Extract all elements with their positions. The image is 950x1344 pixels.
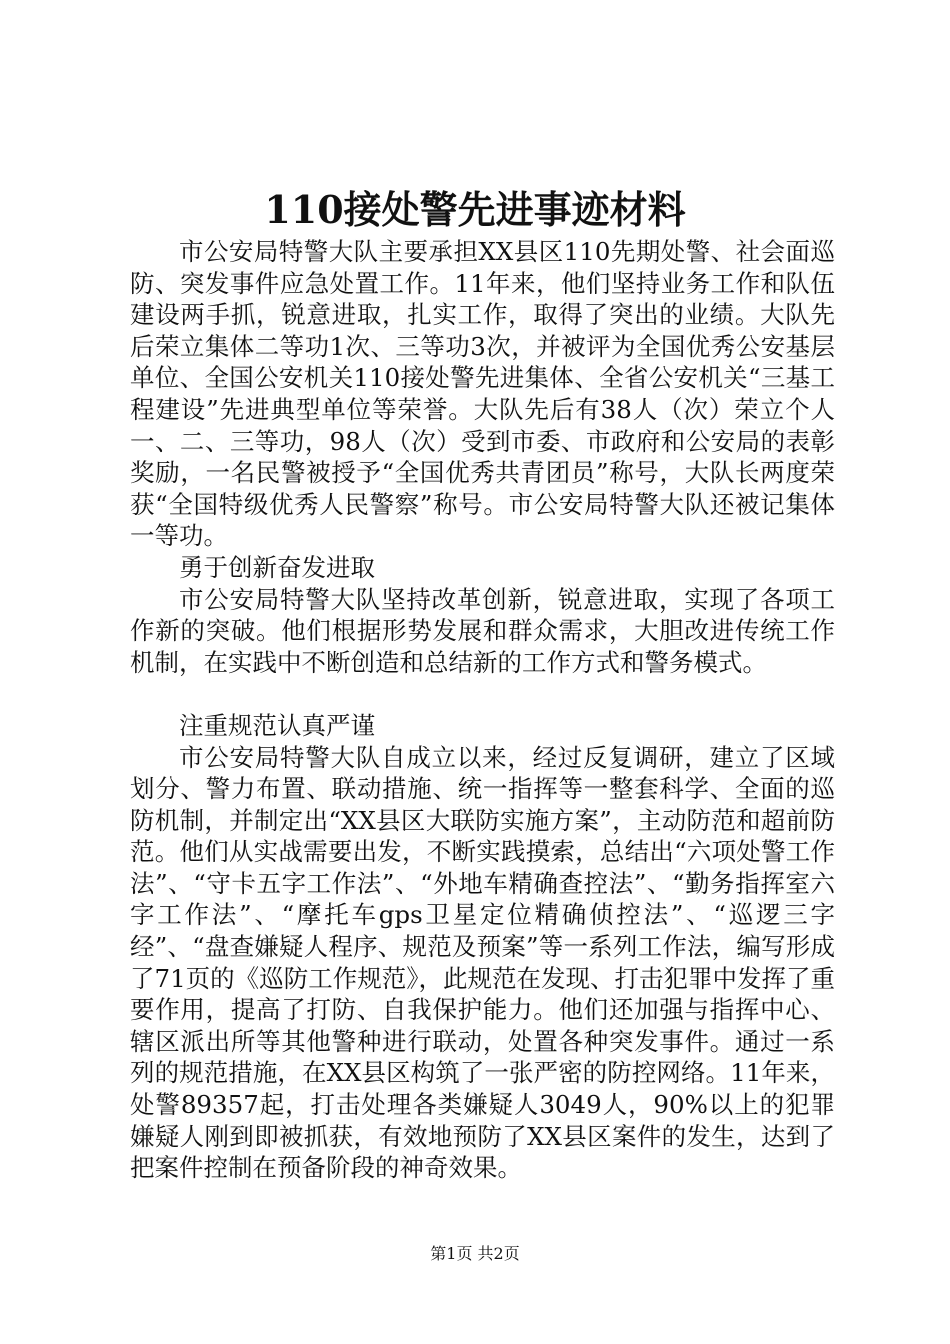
- innovation-paragraph: 市公安局特警大队坚持改革创新，锐意进取，实现了各项工作新的突破。他们根据形势发展和群众需求，大胆改进传统工作机制，在实践中不断创造和总结新的工作方式和警务模式。: [130, 584, 835, 677]
- paragraph-spacer: [130, 678, 835, 710]
- page-footer: 第1页 共2页: [430, 1244, 520, 1263]
- intro-paragraph: 市公安局特警大队主要承担XX县区110先期处警、社会面巡防、突发事件应急处置工作。11年来，他们坚持业务工作和队伍建设两手抓，锐意进取，扎实工作，取得了突出的业绩。大队先后荣立集体二等功1次、三等功3次，并被评为全国优秀公安基层单位、全国公安机关110接处警先进集体、全省公安机关“三基工程建设”先进典型单位等荣誉。大队先后有38人（次）荣立个人一、二、三等功，98人（次）受到市委、市政府和公安局的表彰奖励，一名民警被授予“全国优秀共青团员”称号，大队长两度荣获“全国特级优秀人民警察”称号。市公安局特警大队还被记集体一等功。: [130, 237, 835, 551]
- section-heading-standards: 注重规范认真严谨: [179, 710, 375, 740]
- document-title: 110接处警先进事迹材料: [264, 187, 686, 232]
- standards-paragraph: 市公安局特警大队自成立以来，经过反复调研，建立了区域划分、警力布置、联动措施、统一指挥等一整套科学、全面的巡防机制，并制定出“XX县区大联防实施方案”，主动防范和超前防范。他们从实战需要出发，不断实践摸索，总结出“六项处警工作法”、“守卡五字工作法”、“外地车精确查控法”、“勤务指挥室六字工作法”、“摩托车gps卫星定位精确侦控法”、“巡逻三字经”、“盘查嫌疑人程序、规范及预案”等一系列工作法，编写形成了71页的《巡防工作规范》，此规范在发现、打击犯罪中发挥了重要作用，提高了打防、自我保护能力。他们还加强与指挥中心、辖区派出所等其他警种进行联动，处置各种突发事件。通过一系列的规范措施，在XX县区构筑了一张严密的防控网络。11年来，处警89357起，打击处理各类嫌疑人3049人，90%以上的犯罪嫌疑人刚到即被抓获，有效地预防了XX县区案件的发生，达到了把案件控制在预备阶段的神奇效果。: [130, 742, 835, 1183]
- document-body: [130, 236, 835, 1184]
- section-heading-innovation: 勇于创新奋发进取: [179, 552, 375, 582]
